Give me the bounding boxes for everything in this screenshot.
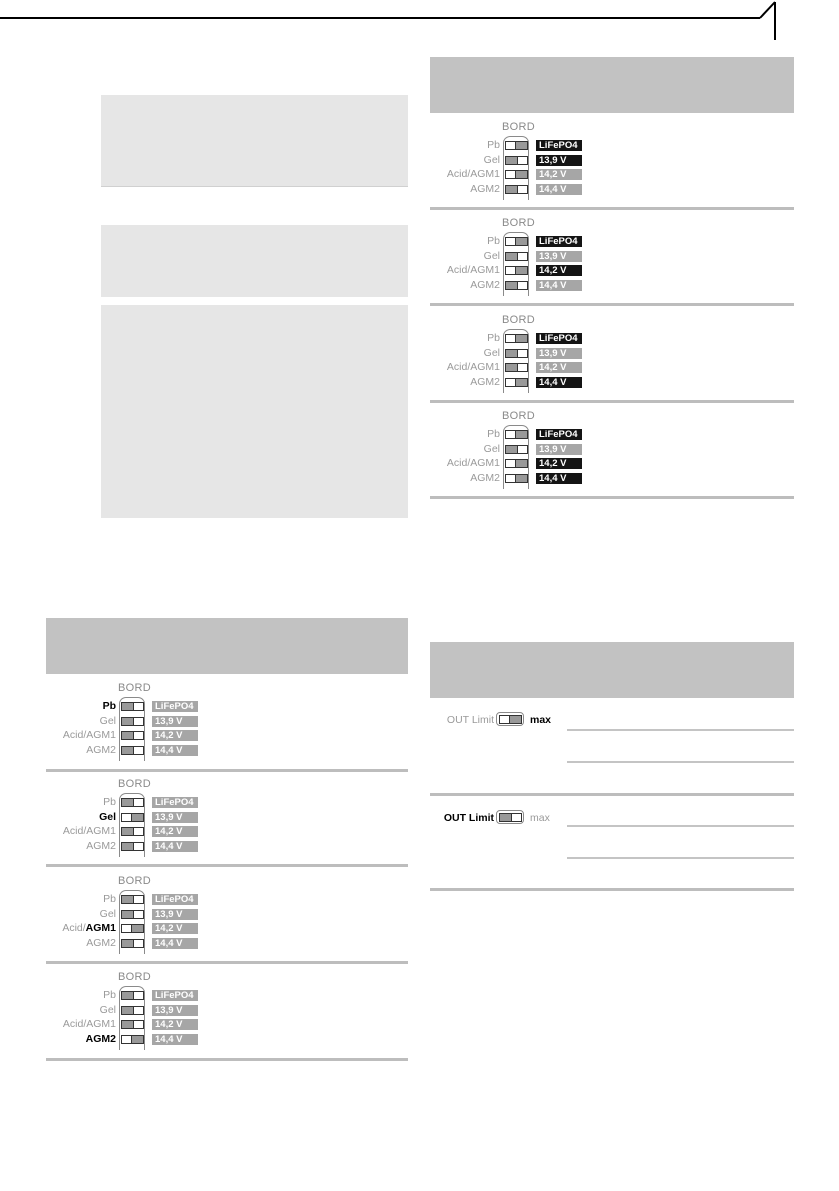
dip-switch	[505, 141, 528, 150]
dip-switch	[121, 717, 144, 726]
panel-title: BORD	[502, 410, 535, 422]
dip-switch-knob	[506, 446, 518, 453]
dip-switch-knob	[122, 799, 134, 806]
battery-type-label: AGM2	[470, 471, 500, 484]
panel-title: BORD	[502, 217, 535, 229]
dip-switch	[121, 1020, 144, 1029]
bord-panel	[430, 410, 650, 490]
dip-switch	[505, 170, 528, 179]
battery-type-label: Pb	[103, 796, 116, 808]
dip-switch-knob	[506, 282, 518, 289]
dip-switch-knob	[506, 186, 518, 193]
battery-type-label: Gel	[483, 249, 500, 262]
dip-switch-knob	[122, 732, 134, 739]
voltage-badge: 14,4 V	[536, 184, 582, 195]
row-divider	[430, 207, 794, 210]
dip-switch	[505, 378, 528, 387]
dip-switch	[505, 445, 528, 454]
table-header-left-bottom	[46, 618, 408, 674]
dip-switch	[505, 474, 528, 483]
battery-type-label: Pb	[487, 139, 500, 151]
row-divider	[567, 825, 794, 827]
dip-switch-knob	[515, 431, 527, 438]
dip-switch	[505, 430, 528, 439]
battery-type-label: Acid/AGM1	[62, 825, 116, 837]
dip-switch	[121, 746, 144, 755]
dip-switch-knob	[506, 364, 518, 371]
voltage-badge: LiFePO4	[536, 236, 582, 247]
dip-switch-knob	[122, 703, 134, 710]
voltage-badge: LiFePO4	[152, 990, 198, 1001]
info-box-1	[101, 95, 408, 186]
dip-switch	[505, 334, 528, 343]
dip-switch-knob	[122, 747, 134, 754]
panel-title: BORD	[118, 778, 151, 790]
dip-switch-knob	[122, 896, 134, 903]
voltage-badge: 14,2 V	[536, 265, 582, 276]
row-divider	[567, 729, 794, 731]
bord-panel	[46, 971, 266, 1051]
dip-switch	[121, 939, 144, 948]
battery-type-label: Acid/AGM1	[62, 729, 116, 741]
panel-title: BORD	[118, 682, 151, 694]
voltage-badge: 13,9 V	[536, 251, 582, 262]
dip-switch-knob	[515, 238, 527, 245]
dip-switch	[505, 459, 528, 468]
battery-type-label: Pb	[487, 332, 500, 344]
bord-panel	[430, 217, 650, 297]
voltage-badge: 13,9 V	[152, 1005, 198, 1016]
dip-switch-knob	[515, 142, 527, 149]
battery-type-label: Gel	[99, 810, 116, 823]
dip-switch-knob	[515, 379, 527, 386]
row-divider	[567, 857, 794, 859]
row-divider	[430, 793, 794, 796]
bord-panel	[46, 875, 266, 955]
row-divider	[567, 761, 794, 763]
battery-type-label: Gel	[99, 1003, 116, 1016]
battery-type-label: Pb	[102, 700, 116, 712]
dip-switch	[121, 798, 144, 807]
dip-switch-knob	[131, 814, 143, 821]
out-limit-switch	[496, 810, 524, 824]
dip-switch	[505, 363, 528, 372]
voltage-badge: 14,2 V	[152, 923, 198, 934]
battery-type-label: Pb	[487, 428, 500, 440]
voltage-badge: 14,2 V	[536, 362, 582, 373]
row-divider	[46, 1058, 408, 1061]
voltage-badge: 14,4 V	[152, 841, 198, 852]
max-label: max	[530, 714, 552, 726]
voltage-badge: 14,2 V	[536, 169, 582, 180]
dip-switch-knob	[122, 1021, 134, 1028]
dip-switch	[505, 237, 528, 246]
dip-switch-knob	[122, 1007, 134, 1014]
voltage-badge: 14,2 V	[152, 1019, 198, 1030]
battery-type-label: AGM2	[86, 936, 116, 949]
divider	[101, 186, 408, 187]
out-limit-row-max	[414, 712, 574, 728]
battery-type-label: Pb	[103, 893, 116, 905]
dip-switch-knob	[515, 171, 527, 178]
dip-switch	[121, 895, 144, 904]
battery-type-label: Acid/AGM1	[446, 168, 500, 180]
voltage-badge: 14,4 V	[152, 1034, 198, 1045]
max-label: max	[530, 812, 550, 824]
row-divider	[46, 961, 408, 964]
table-header-right-top	[430, 57, 794, 113]
voltage-badge: 14,4 V	[536, 377, 582, 388]
dip-switch	[505, 281, 528, 290]
voltage-badge: 13,9 V	[536, 155, 582, 166]
battery-type-label: Acid/AGM1	[446, 361, 500, 373]
cut-line	[0, 0, 839, 42]
row-divider	[430, 303, 794, 306]
row-divider	[430, 400, 794, 403]
dip-switch-knob	[122, 828, 134, 835]
battery-type-label: Gel	[99, 714, 116, 727]
dip-switch	[505, 349, 528, 358]
panel-title: BORD	[118, 971, 151, 983]
voltage-badge: 14,4 V	[152, 938, 198, 949]
battery-type-label: AGM2	[86, 743, 116, 756]
voltage-badge: 13,9 V	[536, 444, 582, 455]
out-limit-label: OUT Limit	[446, 714, 494, 726]
panel-title: BORD	[502, 314, 535, 326]
voltage-badge: 13,9 V	[152, 909, 198, 920]
dip-switch-knob	[122, 911, 134, 918]
bord-panel	[46, 778, 266, 858]
row-divider	[46, 769, 408, 772]
out-limit-switch	[496, 712, 524, 726]
battery-type-label: Acid/AGM1	[62, 1018, 116, 1030]
voltage-badge: LiFePO4	[536, 333, 582, 344]
dip-switch	[121, 991, 144, 1000]
dip-switch	[121, 924, 144, 933]
dip-switch-knob	[122, 940, 134, 947]
dip-switch-knob	[506, 253, 518, 260]
dip-switch	[121, 1006, 144, 1015]
dip-switch	[505, 266, 528, 275]
battery-type-label: Pb	[487, 235, 500, 247]
dip-switch	[121, 813, 144, 822]
battery-type-label: AGM2	[85, 1032, 116, 1045]
battery-type-label: Gel	[483, 346, 500, 359]
bord-panel	[430, 121, 650, 201]
info-box-3	[101, 305, 408, 518]
dip-switch-knob	[506, 350, 518, 357]
dip-switch-knob	[122, 992, 134, 999]
bord-panel	[46, 682, 266, 762]
dip-switch-knob	[506, 157, 518, 164]
dip-switch	[121, 827, 144, 836]
battery-type-label: Acid/AGM1	[446, 264, 500, 276]
info-box-2	[101, 225, 408, 297]
row-divider	[46, 864, 408, 867]
dip-switch	[121, 1035, 144, 1044]
voltage-badge: 13,9 V	[152, 812, 198, 823]
dip-switch	[505, 156, 528, 165]
voltage-badge: 13,9 V	[536, 348, 582, 359]
voltage-badge: 14,2 V	[536, 458, 582, 469]
bord-panel	[430, 314, 650, 394]
panel-title: BORD	[118, 875, 151, 887]
voltage-badge: 14,4 V	[152, 745, 198, 756]
out-limit-label: OUT Limit	[443, 812, 494, 824]
voltage-badge: LiFePO4	[152, 894, 198, 905]
battery-type-label: Pb	[103, 989, 116, 1001]
row-divider	[430, 888, 794, 891]
dip-switch-knob	[131, 925, 143, 932]
dip-switch	[505, 252, 528, 261]
voltage-badge: 14,4 V	[536, 280, 582, 291]
battery-type-label: AGM2	[470, 182, 500, 195]
voltage-badge: LiFePO4	[152, 701, 198, 712]
battery-type-label: Acid/AGM1	[446, 457, 500, 469]
battery-type-label: Gel	[483, 153, 500, 166]
dip-switch-knob	[122, 843, 134, 850]
dip-switch	[505, 185, 528, 194]
voltage-badge: LiFePO4	[536, 140, 582, 151]
battery-type-label: Acid/AGM1	[62, 922, 116, 934]
row-divider	[430, 496, 794, 499]
dip-switch-knob	[515, 335, 527, 342]
table-header-right-bottom	[430, 642, 794, 698]
dip-switch-knob	[131, 1036, 143, 1043]
battery-type-label: Gel	[483, 442, 500, 455]
voltage-badge: LiFePO4	[152, 797, 198, 808]
dip-switch-knob	[515, 267, 527, 274]
voltage-badge: 14,4 V	[536, 473, 582, 484]
voltage-badge: LiFePO4	[536, 429, 582, 440]
dip-switch	[121, 842, 144, 851]
battery-type-label: AGM2	[470, 375, 500, 388]
panel-title: BORD	[502, 121, 535, 133]
voltage-badge: 14,2 V	[152, 730, 198, 741]
dip-switch	[121, 731, 144, 740]
battery-type-label: AGM2	[470, 278, 500, 291]
voltage-badge: 13,9 V	[152, 716, 198, 727]
dip-switch	[121, 910, 144, 919]
out-limit-row-limit	[414, 810, 574, 826]
battery-type-label: AGM2	[86, 839, 116, 852]
dip-switch-knob	[122, 718, 134, 725]
voltage-badge: 14,2 V	[152, 826, 198, 837]
dip-switch-knob	[515, 460, 527, 467]
dip-switch-knob	[515, 475, 527, 482]
battery-type-label: Gel	[99, 907, 116, 920]
dip-switch	[121, 702, 144, 711]
